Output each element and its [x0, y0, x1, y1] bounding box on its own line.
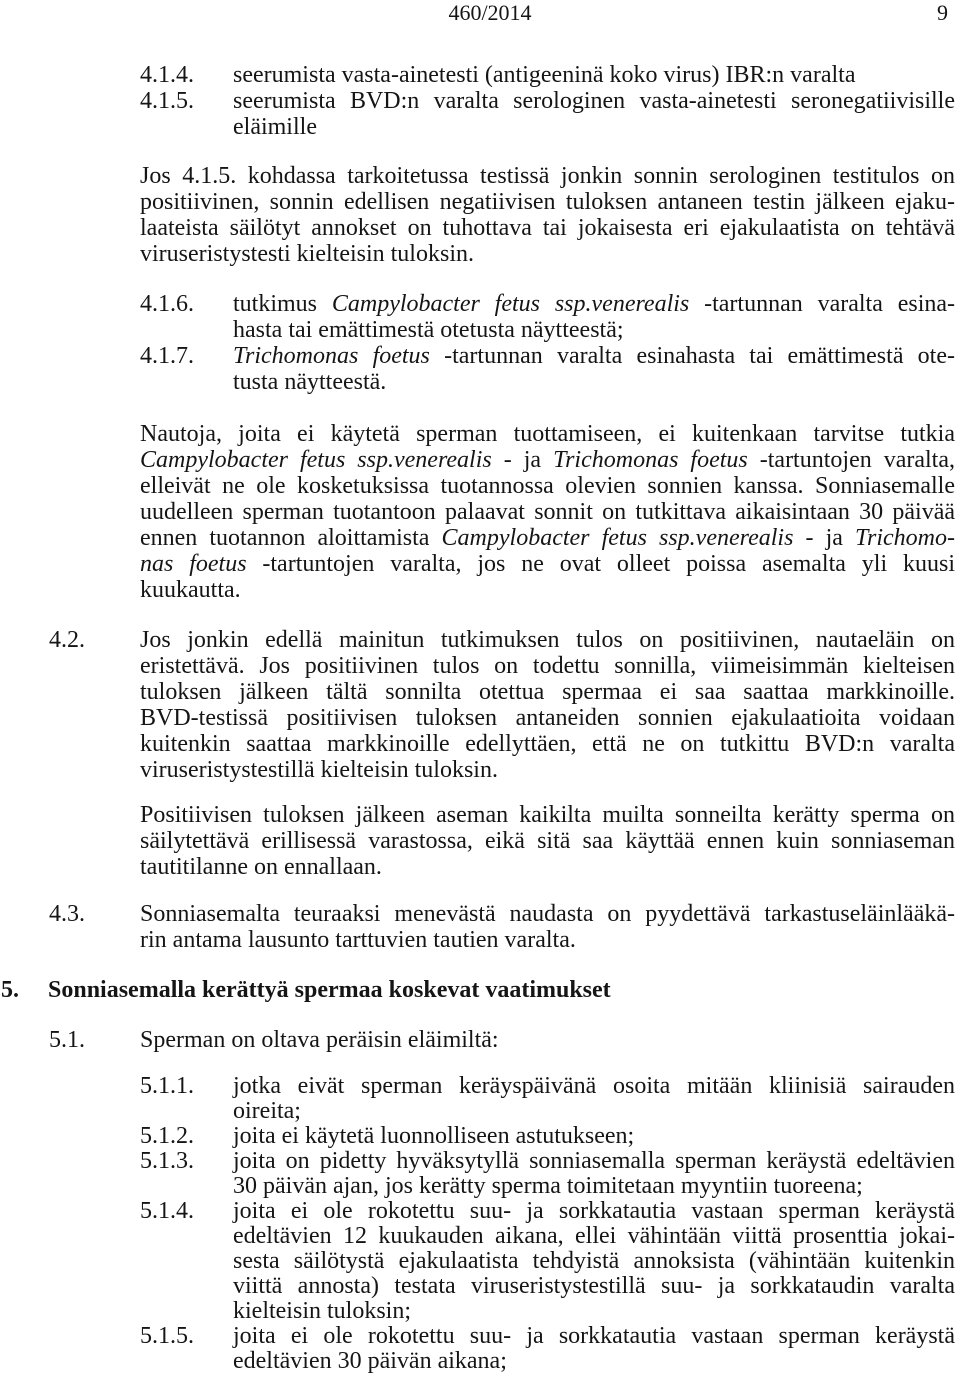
- item-4-1-6-line: hasta tai emättimestä otetusta näytteestä;: [233, 317, 624, 343]
- item-4-1-4-number: 4.1.4.: [140, 62, 194, 88]
- text-run: -tartunnan varalta esinahasta tai emättimestä ote-: [429, 343, 955, 369]
- text-run: tutkimus: [233, 291, 332, 317]
- text-run: -tartunnan varalta esina-: [689, 291, 956, 317]
- item-4-1-5-line: eläimille: [233, 114, 317, 140]
- item-4-1-6-line: [233, 291, 955, 317]
- section-4-3-line: Sonniasemalta teuraaksi menevästä naudasta on pyydettävä tarkastuseläinlääkä-: [140, 901, 955, 927]
- section-5-number: 5.: [1, 977, 19, 1003]
- species-name: Trichomonas foetus: [233, 343, 430, 369]
- text-run: - ja: [491, 447, 554, 473]
- paragraph-positiivisen-line: säilytettävä erillisessä varastossa, eikä sitä saa käyttää ennen kuin sonniaseman: [140, 828, 955, 854]
- section-4-3-number: 4.3.: [49, 901, 85, 927]
- item-4-1-6-number: 4.1.6.: [140, 291, 194, 317]
- item-5-1-4-line: viittä annosta) testata viruseristystestillä suu- ja sorkkataudin varalta: [233, 1273, 955, 1299]
- item-5-1-3-number: 5.1.3.: [140, 1148, 194, 1174]
- item-5-1-3-line: joita on pidetty hyväksytyllä sonniasemalla sperman keräystä edeltävien: [233, 1148, 955, 1174]
- paragraph-positiivisen-line: tautitilanne on ennallaan.: [140, 854, 382, 880]
- text-run: ennen tuotannon aloittamista: [140, 525, 442, 551]
- section-5-title: Sonniasemalla kerättyä spermaa koskevat vaatimukset: [48, 977, 611, 1003]
- section-4-2-number: 4.2.: [49, 627, 85, 653]
- paragraph-nautoja-line: [140, 551, 955, 577]
- paragraph-nautoja-line: elleivät ne ole kosketuksissa tuotannossa olevien sonnien kanssa. Sonniasemalle: [140, 473, 955, 499]
- item-5-1-1-line: oireita;: [233, 1098, 301, 1124]
- item-5-1-5-line: joita ei ole rokotettu suu- ja sorkkatautia vastaan sperman keräystä: [233, 1323, 955, 1349]
- section-4-2-line: kuitenkin saattaa markkinoille edellyttäen, että ne on tutkittu BVD:n varalta: [140, 731, 955, 757]
- species-name: Campylobacter fetus ssp.venerealis: [140, 447, 492, 473]
- item-5-1-1-number: 5.1.1.: [140, 1073, 194, 1099]
- item-4-1-7-number: 4.1.7.: [140, 343, 194, 369]
- document-number: 460/2014: [448, 0, 532, 25]
- item-5-1-4-line: kielteisin tuloksin;: [233, 1298, 411, 1324]
- section-5-1-number: 5.1.: [49, 1027, 85, 1053]
- species-name: Campylobacter fetus ssp.venerealis: [331, 291, 690, 317]
- page-number: 9: [937, 0, 948, 25]
- text-run: - ja: [793, 525, 855, 551]
- paragraph-positiivisen-line: Positiivisen tuloksen jälkeen aseman kaikilta muilta sonneilta kerätty sperma on: [140, 802, 955, 828]
- section-5-1-text: Sperman on oltava peräisin eläimiltä:: [140, 1027, 499, 1053]
- text-run: -tartuntojen varalta,: [747, 447, 956, 473]
- species-name: Trichomo-: [855, 525, 956, 551]
- species-name: Trichomonas foetus: [553, 447, 748, 473]
- paragraph-jos-line: Jos 4.1.5. kohdassa tarkoitetussa testissä jonkin sonnin serologinen testitulos on: [140, 163, 955, 189]
- paragraph-jos-line: viruseristystesti kielteisin tuloksin.: [140, 241, 474, 267]
- paragraph-nautoja-line: uudelleen sperman tuotantoon palaavat sonnit on tutkittava aikaisintaan 30 päivää: [140, 499, 955, 525]
- text-run: -tartuntojen varalta, jos ne ovat olleet poissa asemalta yli kuusi: [246, 551, 955, 577]
- section-4-2-line: eristettävä. Jos positiivinen tulos on todettu sonnilla, viimeisimmän kielteisen: [140, 653, 955, 679]
- item-4-1-4-line: seerumista vasta-ainetesti (antigeeninä koko virus) IBR:n varalta: [233, 62, 856, 88]
- section-4-2-line: viruseristystestillä kielteisin tuloksin.: [140, 757, 498, 783]
- paragraph-nautoja-line: [140, 447, 955, 473]
- species-name: nas foetus: [140, 551, 247, 577]
- section-4-2-line: BVD-testissä positiivisen tuloksen antaneiden sonnien ejakulaatioita voidaan: [140, 705, 955, 731]
- paragraph-nautoja-line: [140, 525, 955, 551]
- paragraph-nautoja-line: kuukautta.: [140, 577, 241, 603]
- species-name: Campylobacter fetus ssp.venerealis: [441, 525, 794, 551]
- section-4-2-line: Jos jonkin edellä mainitun tutkimuksen tulos on positiivinen, nautaeläin on: [140, 627, 955, 653]
- paragraph-jos-line: laateista säilötyt annokset on tuhottava tai jokaisesta eri ejakulaatista on tehtävä: [140, 215, 955, 241]
- item-5-1-4-line: joita ei ole rokotettu suu- ja sorkkatautia vastaan sperman keräystä: [233, 1198, 955, 1224]
- item-4-1-5-line: seerumista BVD:n varalta serologinen vasta-ainetesti seronegatiivisille: [233, 88, 955, 114]
- item-5-1-2-number: 5.1.2.: [140, 1123, 194, 1149]
- item-5-1-5-number: 5.1.5.: [140, 1323, 194, 1349]
- paragraph-nautoja-line: Nautoja, joita ei käytetä sperman tuottamiseen, ei kuitenkaan tarvitse tutkia: [140, 421, 955, 447]
- item-5-1-2-line: joita ei käytetä luonnolliseen astutukseen;: [233, 1123, 635, 1149]
- item-4-1-5-number: 4.1.5.: [140, 88, 194, 114]
- item-5-1-4-line: edeltävien 12 kuukauden aikana, ellei vähintään viittä prosenttia jokai-: [233, 1223, 955, 1249]
- item-5-1-4-number: 5.1.4.: [140, 1198, 194, 1224]
- item-5-1-4-line: sesta säilötystä ejakulaatista tehdyistä annoksista (vähintään kuitenkin: [233, 1248, 955, 1274]
- section-4-2-line: tuloksen jälkeen tältä sonnilta otettua spermaa ei saa saattaa markkinoille.: [140, 679, 955, 705]
- paragraph-jos-line: positiivinen, sonnin edellisen negatiivisen tuloksen antaneen testin jälkeen ejaku-: [140, 189, 955, 215]
- section-4-3-line: rin antama lausunto tarttuvien tautien varalta.: [140, 927, 576, 953]
- item-5-1-3-line: 30 päivän ajan, jos kerätty sperma toimitetaan myyntiin tuoreena;: [233, 1173, 863, 1199]
- item-4-1-7-line: tusta näytteestä.: [233, 369, 387, 395]
- item-5-1-1-line: jotka eivät sperman keräyspäivänä osoita mitään kliinisiä sairauden: [233, 1073, 955, 1099]
- item-5-1-5-line: edeltävien 30 päivän aikana;: [233, 1348, 507, 1374]
- item-4-1-7-line: [233, 343, 955, 369]
